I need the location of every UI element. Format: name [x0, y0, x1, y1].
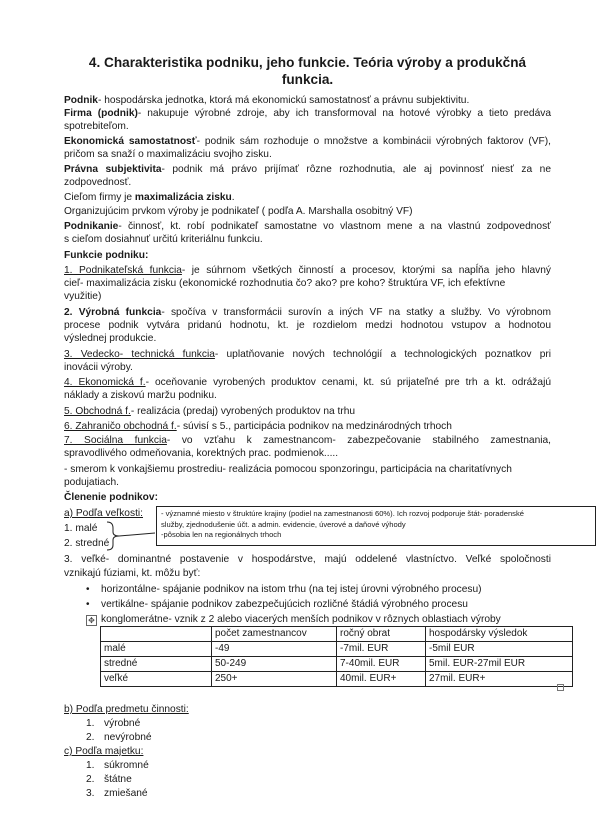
funkcia-4: 4. Ekonomická f.- oceňovanie vyrobených produktov cenami, kt. sú prijateľné pre trh a kt. odrážajú	[64, 377, 552, 388]
table-header-cell: počet zamestnancov	[212, 627, 337, 642]
funkcia-4-cont: náklady a ziskovú maržu podniku.	[64, 390, 217, 401]
table-cell: 40mil. EUR+	[337, 672, 426, 687]
table-cell: stredné	[101, 657, 212, 672]
c-heading: c) Podľa majetku:	[64, 746, 144, 757]
funkcia-7: 7. Sociálna funkcia- vo vzťahu k zamestnancom- zabezpečovanie stabilného zamestnania,	[64, 435, 551, 446]
list-number: 1.	[86, 718, 95, 729]
clenenie-heading: Členenie podnikov:	[64, 492, 158, 503]
page-title: 4. Charakteristika podniku, jeho funkcie. Teória výroby a produkčná funkcia.	[88, 55, 527, 87]
funkcia-6: 6. Zahraničo obchodná f.- súvisí s 5., participácia podnikov na medzinárodných trhoch	[64, 421, 452, 432]
funkcia-1: 1. Podnikateľská funkcia- je súhrnom všetkých činností a procesov, ktorými sa napĺňa jeho hlavný	[64, 265, 551, 276]
funkcia-2: 2. Výrobná funkcia- spočíva v transformácii surovín a iných VF na statky a služby. Vo výrobnom	[64, 307, 551, 318]
table-cell: 7-40mil. EUR	[337, 657, 426, 672]
definition-pravna-subjektivita: Právna subjektivita- podnik má právo prijímať rôzne rozhodnutia, ale aj povinnosť niesť za ne	[64, 164, 551, 175]
funkcia-1-cont: cieľ- maximalizácia zisku (ekonomické rozhodnutia čo? ako? pre koho? štruktúra VF, ich efektívne	[64, 278, 506, 289]
definition-ekonomicka-cont: pričom sa snaží o maximalizáciu svojho zisku.	[64, 149, 272, 160]
table-header-cell: ročný obrat	[337, 627, 426, 642]
ciel-firmy: Cieľom firmy je maximalizácia zisku.	[64, 192, 235, 203]
funkcia-2-cont: procese podnik vytvára pridanú hodnotu, kt. je rozdielom medzi hodnotou vstupov a hodnotou	[64, 320, 551, 331]
a-item-velke: 3. veľké- dominantné postavenie v hospodárstve, majú oddelené vlastníctvo. Veľké spoločnosti	[64, 554, 551, 565]
a-item-velke-cont: vznikajú fúziami, kt. môžu byť:	[64, 568, 201, 579]
table-cell: 50-249	[212, 657, 337, 672]
table-cell: -49	[212, 642, 337, 657]
definition-podnikanie: Podnikanie- činnosť, kt. robí podnikateľ samostatne vo vlastnom mene a na vlastnú zodpovednosť	[64, 221, 551, 232]
a-item-stredne: 2. stredné	[64, 538, 110, 549]
velkost-table	[100, 626, 573, 687]
definition-podnikanie-cont: s cieľom dosiahnuť určitú kriteriálnu funkciu.	[64, 234, 263, 245]
funkcia-1-cont2: využitie)	[64, 291, 102, 302]
velkost-callout-box: - významné miesto v štruktúre krajiny (podiel na zamestnanosti 60%). Ich rozvoj podporuje štát- poradenské služby, zjednodušenie účt. a admin. evidencie, úverové a daňové výhody -pôsobia len na regionálnych trhoch	[156, 506, 596, 546]
organizujuci-prvok: Organizujúcim prvkom výroby je podnikateľ ( podľa A. Marshalla osobitný VF)	[64, 206, 413, 217]
list-number: 1.	[86, 760, 95, 771]
table-cell: 27mil. EUR+	[426, 672, 573, 687]
list-number: 3.	[86, 788, 95, 799]
table-header-row	[101, 627, 573, 642]
bullet-icon: •	[86, 584, 90, 595]
table-row	[101, 657, 573, 672]
table-header-cell: hospodársky výsledok	[426, 627, 573, 642]
b-heading: b) Podľa predmetu činnosti:	[64, 704, 189, 715]
table-move-handle-icon[interactable]: ✥	[86, 615, 97, 626]
table-cell: 5mil. EUR-27mil EUR	[426, 657, 573, 672]
list-item-vyrobne: výrobné	[104, 718, 141, 729]
table-cell: veľké	[101, 672, 212, 687]
table-cell: -7mil. EUR	[337, 642, 426, 657]
list-item-zmiesane: zmiešané	[104, 788, 148, 799]
funkcia-3-cont: inovácii výroby.	[64, 362, 133, 373]
table-resize-handle-icon[interactable]	[557, 684, 564, 691]
table-cell: malé	[101, 642, 212, 657]
list-item-horizontalne: horizontálne- spájanie podnikov na istom trhu (na tej istej úrovni výrobného procesu)	[101, 584, 482, 595]
funkcia-5: 5. Obchodná f.- realizácia (predaj) vyrobených produktov na trhu	[64, 406, 356, 417]
table-row	[101, 642, 573, 657]
table-header-cell	[101, 627, 212, 642]
funkcia-7-cont2: - smerom k vonkajšiemu prostrediu- realizácia pomocou sponzoringu, participácia na charitatívnych	[64, 464, 512, 475]
a-item-male: 1. malé	[64, 523, 98, 534]
funkcia-3: 3. Vedecko- technická funkcia- uplatňovanie nových technológií a technologických poznatkov pri	[64, 349, 552, 360]
definition-pravna-cont: zodpovednosť.	[64, 177, 132, 188]
definition-firma-cont: spotrebiteľom.	[64, 121, 129, 132]
definition-ekonomicka-samostatnost: Ekonomická samostatnosť- podnik sám rozhoduje o množstve a kombinácii výrobných faktorov (VF),	[64, 136, 551, 147]
definition-podnik: Podnik- hospodárska jednotka, ktorá má ekonomickú samostatnosť a právnu subjektivitu.	[64, 95, 470, 106]
definition-firma: Firma (podnik)- nakupuje výrobné zdroje, aby ich transformoval na hotové výrobky a tieto predáva	[64, 108, 551, 119]
table-row	[101, 672, 573, 687]
funkcia-2-cont2: výslednej produkcie.	[64, 333, 157, 344]
list-item-statne: štátne	[104, 774, 132, 785]
list-item-konglomeratne: konglomerátne- vznik z 2 alebo viacerých menších podnikov v rôznych oblastiach výroby	[101, 614, 501, 625]
brace-icon	[105, 520, 155, 552]
list-number: 2.	[86, 774, 95, 785]
bullet-icon: •	[86, 599, 90, 610]
list-item-sukromne: súkromné	[104, 760, 149, 771]
table-cell: 250+	[212, 672, 337, 687]
list-number: 2.	[86, 732, 95, 743]
funkcia-7-cont: spravodlivého odmeňovania, korektných prac. podmienok.....	[64, 448, 339, 459]
list-item-vertikalne: vertikálne- spájanie podnikov zabezpečujúcich rozličné štádiá výrobného procesu	[101, 599, 468, 610]
table-cell: -5mil EUR	[426, 642, 573, 657]
funkcia-7-cont3: podujatiach.	[64, 477, 119, 488]
funkcie-heading: Funkcie podniku:	[64, 250, 149, 261]
a-heading: a) Podľa veľkosti:	[64, 508, 143, 519]
list-item-nevyrobne: nevýrobné	[104, 732, 152, 743]
